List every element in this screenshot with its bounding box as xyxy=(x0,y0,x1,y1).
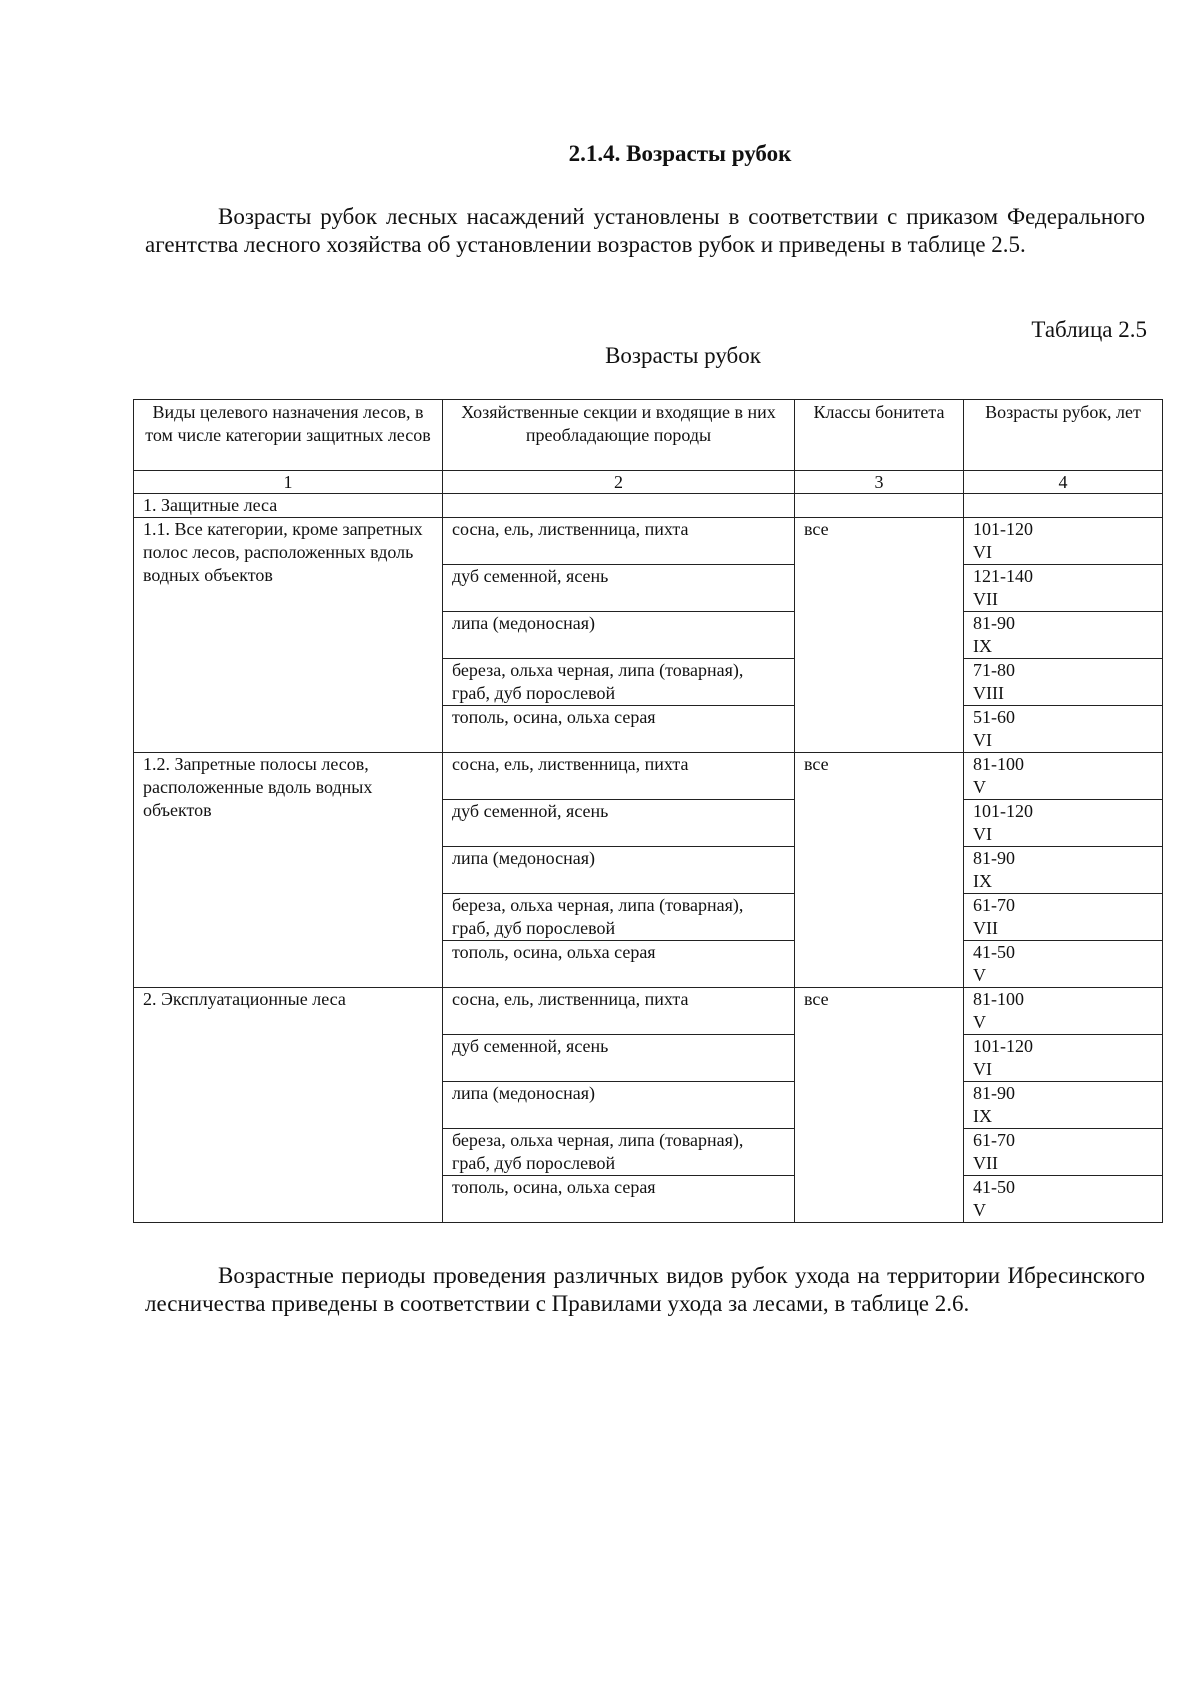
intro-paragraph: Возрасты рубок лесных насаждений установлены в соответствии с приказом Федерального агентства лесного хозяйства об установлении возрастов рубок и приведены в таблице 2.5. xyxy=(145,204,1145,257)
section-cell: береза, ольха черная, липа (товарная), граб, дуб порослевой xyxy=(443,1129,795,1176)
age-class: V xyxy=(973,1200,986,1220)
column-number: 2 xyxy=(443,471,795,494)
age-cell xyxy=(964,1082,1163,1129)
age-class: V xyxy=(973,965,986,985)
cutting-age: 101-120 xyxy=(973,519,1033,539)
section-cell: сосна, ель, лиственница, пихта xyxy=(443,988,795,1035)
age-class: VII xyxy=(973,918,998,938)
age-cell xyxy=(964,706,1163,753)
column-number-row xyxy=(134,471,1163,494)
cutting-age: 51-60 xyxy=(973,707,1015,727)
column-number: 3 xyxy=(795,471,964,494)
table-label: Таблица 2.5 xyxy=(1031,317,1147,342)
section-cell: тополь, осина, ольха серая xyxy=(443,941,795,988)
age-cell xyxy=(964,1176,1163,1223)
empty-cell xyxy=(964,494,1163,518)
table-row xyxy=(134,988,1163,1035)
cutting-age: 71-80 xyxy=(973,660,1015,680)
age-cell xyxy=(964,941,1163,988)
bonitet-cell: все xyxy=(795,753,964,988)
header-cell: Хозяйственные секции и входящие в них преобладающие породы xyxy=(443,400,795,471)
section-cell: береза, ольха черная, липа (товарная), граб, дуб порослевой xyxy=(443,659,795,706)
cutting-age: 121-140 xyxy=(973,566,1033,586)
age-cell xyxy=(964,518,1163,565)
cutting-age: 81-100 xyxy=(973,989,1024,1009)
category-cell: 1.1. Все категории, кроме запретных полос лесов, расположенных вдоль водных объектов xyxy=(134,518,443,753)
table-row xyxy=(134,518,1163,565)
age-cell xyxy=(964,565,1163,612)
cutting-age: 81-100 xyxy=(973,754,1024,774)
cutting-age: 81-90 xyxy=(973,848,1015,868)
cutting-age: 81-90 xyxy=(973,1083,1015,1103)
section-cell: липа (медоносная) xyxy=(443,612,795,659)
header-cell: Классы бонитета xyxy=(795,400,964,471)
section-title: 2.1.4. Возрасты рубок xyxy=(568,141,792,166)
age-class: V xyxy=(973,1012,986,1032)
age-class: IX xyxy=(973,636,992,656)
cutting-age: 101-120 xyxy=(973,1036,1033,1056)
age-class: VI xyxy=(973,824,992,844)
age-class: VI xyxy=(973,1059,992,1079)
age-class: IX xyxy=(973,1106,992,1126)
age-class: VI xyxy=(973,730,992,750)
table-title: Возрасты рубок xyxy=(605,343,761,368)
age-cell xyxy=(964,753,1163,800)
section-cell: дуб семенной, ясень xyxy=(443,565,795,612)
cutting-age: 61-70 xyxy=(973,895,1015,915)
age-class: V xyxy=(973,777,986,797)
header-cell: Виды целевого назначения лесов, в том числе категории защитных лесов xyxy=(134,400,443,471)
section-cell: дуб семенной, ясень xyxy=(443,1035,795,1082)
age-cell xyxy=(964,1035,1163,1082)
age-class: VI xyxy=(973,542,992,562)
section-cell: липа (медоносная) xyxy=(443,1082,795,1129)
section-label: 1. Защитные леса xyxy=(134,494,443,518)
section-cell: тополь, осина, ольха серая xyxy=(443,1176,795,1223)
section-cell: дуб семенной, ясень xyxy=(443,800,795,847)
section-cell: береза, ольха черная, липа (товарная), граб, дуб порослевой xyxy=(443,894,795,941)
category-cell: 2. Эксплуатационные леса xyxy=(134,988,443,1223)
section-cell: сосна, ель, лиственница, пихта xyxy=(443,753,795,800)
section-cell: липа (медоносная) xyxy=(443,847,795,894)
age-cell xyxy=(964,988,1163,1035)
cutting-age: 81-90 xyxy=(973,613,1015,633)
age-cell xyxy=(964,800,1163,847)
section-cell: сосна, ель, лиственница, пихта xyxy=(443,518,795,565)
age-class: VII xyxy=(973,589,998,609)
cutting-age: 61-70 xyxy=(973,1130,1015,1150)
empty-cell xyxy=(443,494,795,518)
header-cell: Возрасты рубок, лет xyxy=(964,400,1163,471)
column-number: 1 xyxy=(134,471,443,494)
age-class: IX xyxy=(973,871,992,891)
age-cell xyxy=(964,612,1163,659)
header-row xyxy=(134,400,1163,471)
cutting-age: 101-120 xyxy=(973,801,1033,821)
section-cell: тополь, осина, ольха серая xyxy=(443,706,795,753)
bonitet-cell: все xyxy=(795,518,964,753)
empty-cell xyxy=(795,494,964,518)
section-row xyxy=(134,494,1163,518)
age-class: VIII xyxy=(973,683,1004,703)
cutting-ages-table xyxy=(133,399,1163,1223)
bonitet-cell: все xyxy=(795,988,964,1223)
age-cell xyxy=(964,659,1163,706)
age-class: VII xyxy=(973,1153,998,1173)
table-row xyxy=(134,753,1163,800)
age-cell xyxy=(964,1129,1163,1176)
closing-paragraph: Возрастные периоды проведения различных видов рубок ухода на территории Ибресинского лесничества приведены в соответствии с Правилами ухода за лесами, в таблице 2.6. xyxy=(145,1263,1145,1316)
column-number: 4 xyxy=(964,471,1163,494)
age-cell xyxy=(964,894,1163,941)
age-cell xyxy=(964,847,1163,894)
category-cell: 1.2. Запретные полосы лесов, расположенные вдоль водных объектов xyxy=(134,753,443,988)
cutting-age: 41-50 xyxy=(973,942,1015,962)
cutting-age: 41-50 xyxy=(973,1177,1015,1197)
